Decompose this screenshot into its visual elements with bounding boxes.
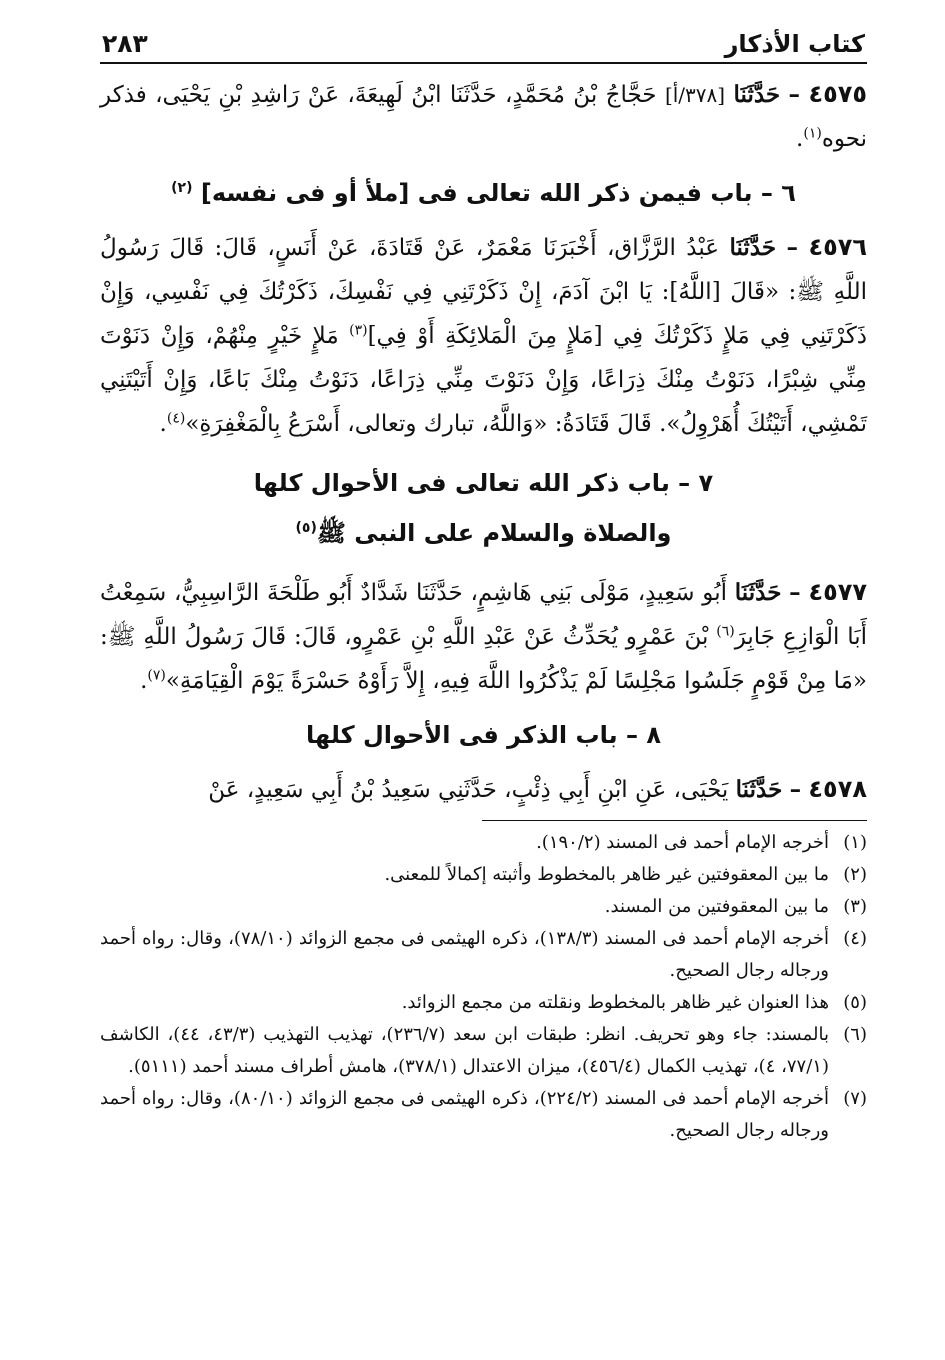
chapter-heading-8 xyxy=(100,715,867,755)
footnote xyxy=(100,1019,867,1083)
hadith-opening: حَدَّثَنَا xyxy=(729,234,777,261)
footnote-text: أخرجه الإمام أحمد فى المسند (١٣٨/٣)، ذكره الهيثمى فى مجمع الزوائد (٧٨/١٠)، وقال: رواه أحمد ورجاله رجال الصحيح. xyxy=(100,928,829,981)
manuscript-ref: [٣٧٨/أ] xyxy=(664,83,726,107)
footnote-marker: (٢) xyxy=(171,180,193,196)
hadith-text: حَجَّاجُ بْنُ مُحَمَّدٍ، حَدَّثَنَا ابْنُ لَهِيعَةَ، عَنْ رَاشِدِ بْنِ يَحْيَى، فذكر نحوه xyxy=(100,82,867,152)
chapter-title: ٨ – باب الذكر فى الأحوال كلها xyxy=(305,721,661,749)
footnote-marker: (٥) xyxy=(295,520,317,536)
footnote-marker: (١) xyxy=(803,125,822,142)
hadith-opening: حَدَّثَنَا xyxy=(735,776,783,803)
hadith-text: عَبْدُ الرَّزَّاق، أَخْبَرَنَا مَعْمَرٌ، عَنْ قَتَادَةَ، عَنْ أَنَسٍ، قَالَ: قَالَ رَسُولُ اللَّهِ ﷺ: «قَالَ [اللَّهُ]: يَا ابْنَ آدَمَ، إِنْ ذَكَرْتَنِي فِي نَفْسِكَ، ذَكَرْتُكَ فِي نَفْسِي، وَإِنْ ذَكَرْتَنِي فِي مَلإٍ ذَكَرْتُكَ فِي [مَلإٍ مِنَ الْمَلائِكَةِ أَوْ فِي] xyxy=(100,235,868,349)
footnote xyxy=(100,859,867,891)
footnote xyxy=(100,827,867,859)
footnote-marker: (٦) xyxy=(716,623,735,640)
chapter-title: ٦ – باب فيمن ذكر الله تعالى فى [ملأ أو فى نفسه] xyxy=(200,179,796,207)
footnote-number: (٦) xyxy=(843,1024,867,1045)
hadith-text: بْنَ عَمْرٍو يُحَدِّثُ عَنْ عَبْدِ اللَّهِ بْنِ عَمْرٍو، قَالَ: قَالَ رَسُولُ اللَّهِ ﷺ: «مَا مِنْ قَوْمٍ جَلَسُوا مَجْلِسًا لَمْ يَذْكُرُوا اللَّهَ فِيهِ، إِلاَّ رَأَوْهُ حَسْرَةً يَوْمَ الْقِيَامَةِ» xyxy=(100,624,867,694)
hadith-opening: حَدَّثَنَا xyxy=(733,81,781,108)
footnote-number: (٢) xyxy=(843,864,867,885)
hadith-number: ٤٥٧٧ xyxy=(808,578,868,606)
chapter-heading-7 xyxy=(100,458,867,558)
book-title: كتاب الأذكار xyxy=(724,30,865,58)
chapter-heading-6 xyxy=(100,173,867,213)
page-number: ٢٨٣ xyxy=(102,29,148,58)
footnote-text: بالمسند: جاء وهو تحريف. انظر: طبقات ابن سعد (٢٣٦/٧)، تهذيب التهذيب (٤٣/٣، ٤٤)، الكاشف (٧٧/١، ٤)، تهذيب الكمال (٤٥٦/٤)، ميزان الاعتدال (٣٧٨/١)، هامش أطراف مسند أحمد (٥١١١). xyxy=(100,1024,829,1077)
footnote-marker: (٤) xyxy=(166,410,186,427)
footnote-number: (١) xyxy=(843,832,867,853)
footnote-marker: (٣) xyxy=(349,322,368,339)
hadith-4577 xyxy=(100,570,867,703)
footnote-marker: (٧) xyxy=(147,667,166,684)
hadith-4575 xyxy=(100,72,867,161)
hadith-end: . xyxy=(140,668,148,694)
hadith-text: أَبُو سَعِيدٍ، مَوْلَى بَنِي هَاشِمٍ، حَدَّثَنَا شَدَّادٌ أَبُو طَلْحَةَ الرَّاسِبِيُّ، سَمِعْتُ أَبَا الْوَازِعِ جَابِرَ xyxy=(100,580,867,650)
footnote xyxy=(100,987,867,1019)
running-head xyxy=(100,14,867,64)
dash: – xyxy=(789,776,802,803)
hadith-number: ٤٥٧٦ xyxy=(808,233,868,261)
footnote-text: ما بين المعقوفتين من المسند. xyxy=(604,896,829,917)
main-text xyxy=(100,72,867,812)
hadith-text: مَلإٍ خَيْرٍ مِنْهُمْ، وَإِنْ دَنَوْتَ مِنِّي شِبْرًا، دَنَوْتُ مِنْكَ ذِرَاعًا، وَإِنْ دَنَوْتَ مِنِّي ذِرَاعًا، دَنَوْتُ مِنْكَ بَاعًا، وَإِنْ أَتَيْتَنِي تَمْشِي، أَتَيْتُكَ أُهَرْوِلُ». قَالَ قَتَادَةُ: «وَاللَّهُ، تبارك وتعالى، أَسْرَعُ بِالْمَغْفِرَةِ» xyxy=(100,323,867,437)
footnote-number: (٣) xyxy=(843,896,867,917)
footnote-text: ما بين المعقوفتين غير ظاهر بالمخطوط وأثبته إكمالاً للمعنى. xyxy=(384,864,829,885)
hadith-opening: حَدَّثَنَا xyxy=(734,579,782,606)
chapter-title-line-2 xyxy=(100,508,867,558)
footnote-number: (٧) xyxy=(843,1088,867,1109)
hadith-end: . xyxy=(796,126,804,152)
hadith-end: . xyxy=(159,411,167,437)
footnote-text: هذا العنوان غير ظاهر بالمخطوط ونقلته من مجمع الزوائد. xyxy=(401,992,829,1013)
hadith-4578 xyxy=(100,767,867,812)
hadith-number: ٤٥٧٥ xyxy=(808,80,868,108)
footnote-divider xyxy=(482,820,867,821)
dash: – xyxy=(786,234,799,261)
footnote-number: (٥) xyxy=(843,992,867,1013)
footnote xyxy=(100,923,867,987)
hadith-number: ٤٥٧٨ xyxy=(808,775,867,803)
footnote-text: أخرجه الإمام أحمد فى المسند (٢٢٤/٢)، ذكره الهيثمى فى مجمع الزوائد (٨٠/١٠)، وقال: رواه أحمد ورجاله رجال الصحيح. xyxy=(100,1088,829,1141)
chapter-title: ٧ – باب ذكر الله تعالى فى الأحوال كلها xyxy=(253,469,714,497)
footnote xyxy=(100,891,867,923)
dash: – xyxy=(789,579,801,606)
hadith-text: يَحْيَى، عَنِ ابْنِ أَبِي ذِئْبٍ، حَدَّثَنِي سَعِيدُ بْنُ أَبِي سَعِيدٍ، عَنْ xyxy=(208,777,729,803)
dash: – xyxy=(788,81,801,108)
footnote-number: (٤) xyxy=(843,928,867,949)
footnote xyxy=(100,1083,867,1147)
footnote-text: أخرجه الإمام أحمد فى المسند (١٩٠/٢). xyxy=(536,832,829,853)
hadith-4576 xyxy=(100,225,867,446)
footnotes xyxy=(100,827,867,1147)
chapter-subtitle: والصلاة والسلام على النبى ﷺ xyxy=(316,519,672,547)
